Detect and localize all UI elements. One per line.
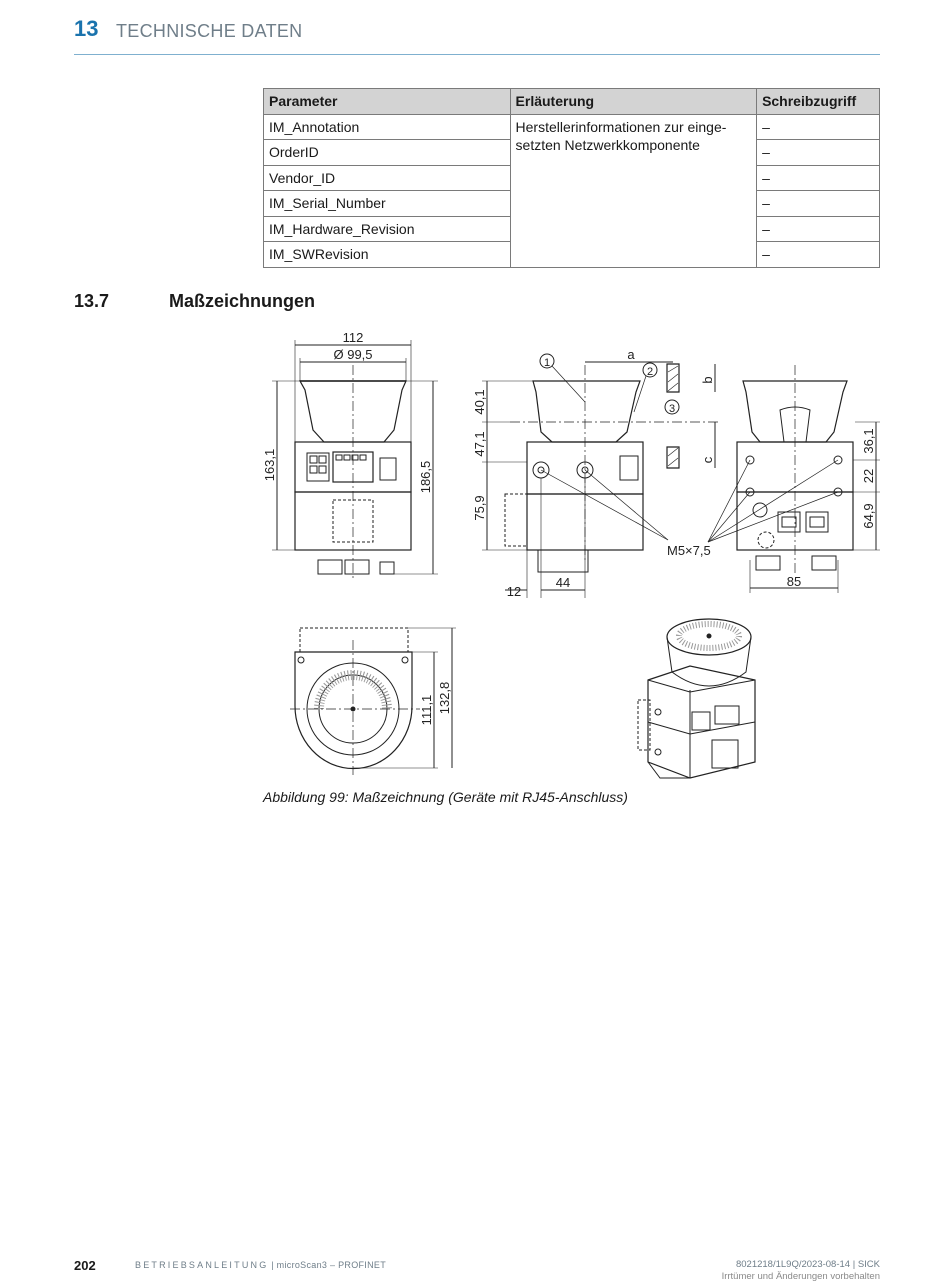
footer-doc-product: | microScan3 – PROFINET [271, 1260, 386, 1270]
footer-reference: 8021218/1L9Q/2023-08-14 | SICK [735, 1259, 880, 1270]
chapter-title: TECHNISCHE DATEN [116, 21, 303, 41]
callout-1: 1 [543, 357, 551, 369]
write-access-cell: – [757, 114, 880, 140]
write-access-cell: – [757, 242, 880, 268]
figure-caption: Abbildung 99: Maßzeichnung (Geräte mit RJ45-Anschluss) [263, 789, 628, 805]
front-view [262, 330, 438, 580]
footer-note: Irrtümer und Änderungen vorbehalten [721, 1271, 880, 1282]
dim-36: 36,1 [861, 428, 876, 454]
dim-width-112: 112 [342, 330, 364, 345]
label-a: a [627, 347, 635, 362]
write-access-cell: – [757, 140, 880, 166]
dim-64: 64,9 [861, 503, 876, 529]
table-header-row [264, 89, 880, 115]
dim-85: 85 [786, 574, 802, 589]
dim-44: 44 [555, 575, 571, 590]
dim-22: 22 [861, 468, 876, 484]
side-view [472, 347, 838, 599]
description-cell [510, 114, 757, 267]
screw-label: M5×7,5 [667, 543, 711, 558]
column-header-parameter: Parameter [264, 89, 511, 115]
parameter-cell: IM_Annotation [264, 114, 511, 140]
dim-height-186: 186,5 [418, 460, 433, 494]
description-line: Herstellerinformationen zur einge- [515, 118, 727, 135]
dim-111: 111,1 [419, 694, 434, 726]
table-row [264, 114, 880, 140]
section-title: Maßzeichnungen [169, 291, 316, 311]
top-view [290, 628, 456, 775]
dim-132: 132,8 [437, 681, 452, 715]
callout-3: 3 [668, 403, 676, 415]
dimension-drawing [255, 325, 885, 785]
footer-document [135, 1260, 386, 1270]
description-line: setzten Netzwerkkomponente [515, 136, 700, 153]
parameter-cell: Vendor_ID [264, 165, 511, 191]
dim-75: 75,9 [472, 495, 487, 521]
dim-40: 40,1 [472, 389, 487, 415]
column-header-description: Erläuterung [510, 89, 757, 115]
parameter-table [263, 88, 880, 268]
page-number: 202 [74, 1258, 96, 1273]
parameter-cell: IM_Serial_Number [264, 191, 511, 217]
dim-47: 47,1 [472, 431, 487, 457]
callout-2: 2 [646, 366, 654, 378]
column-header-write-access: Schreibzugriff [757, 89, 880, 115]
dim-diameter: Ø 99,5 [333, 347, 373, 362]
isometric-view [638, 619, 755, 778]
write-access-cell: – [757, 216, 880, 242]
footer-doc-type: BETRIEBSANLEITUNG [135, 1260, 269, 1270]
chapter-number: 13 [74, 16, 99, 41]
parameter-cell: OrderID [264, 140, 511, 166]
section-number: 13.7 [74, 291, 110, 311]
write-access-cell: – [757, 191, 880, 217]
page-header [74, 16, 880, 55]
label-c: c [700, 456, 715, 464]
parameter-cell: IM_SWRevision [264, 242, 511, 268]
write-access-cell: – [757, 165, 880, 191]
dim-12: 12 [506, 584, 522, 599]
label-b: b [700, 376, 715, 384]
dim-height-163: 163,1 [262, 448, 277, 482]
parameter-cell: IM_Hardware_Revision [264, 216, 511, 242]
